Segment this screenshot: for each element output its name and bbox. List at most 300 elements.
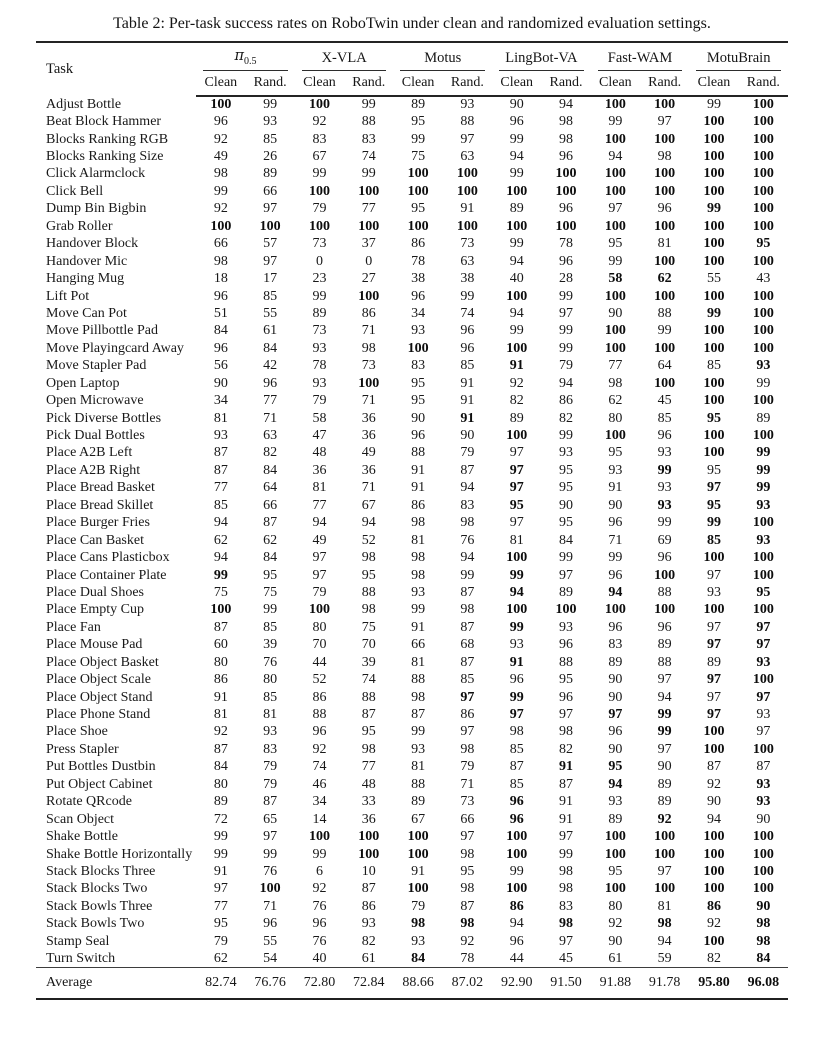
success-rate-cell: 93	[411, 323, 426, 339]
success-rate-cell: 96	[559, 201, 574, 217]
task-row	[36, 654, 788, 671]
success-rate-cell: 100	[210, 218, 232, 234]
success-rate-cell: 94	[509, 584, 524, 600]
success-rate-cell: 66	[411, 637, 426, 653]
task-row	[36, 898, 788, 915]
success-rate-cell: 95	[608, 445, 623, 461]
success-rate-cell: 99	[411, 602, 426, 618]
table-header	[36, 42, 788, 96]
model-name: LingBot-VA	[505, 50, 578, 66]
success-rate-cell: 100	[308, 602, 330, 618]
subcolumn-header: Clean	[196, 71, 245, 96]
success-rate-cell: 87	[706, 759, 721, 775]
success-rate-cell: 97	[312, 567, 327, 583]
success-rate-cell: 89	[608, 654, 623, 670]
task-row	[36, 759, 788, 776]
model-group-header	[393, 42, 492, 71]
success-rate-cell: 93	[756, 776, 771, 792]
success-rate-cell: 97	[559, 305, 574, 321]
success-rate-cell: 97	[509, 445, 524, 461]
task-row	[36, 689, 788, 706]
success-rate-cell: 100	[703, 114, 725, 130]
success-rate-cell: 96	[213, 340, 228, 356]
success-rate-cell: 97	[657, 741, 672, 757]
success-rate-cell: 100	[703, 550, 725, 566]
success-rate-cell: 99	[756, 480, 771, 496]
task-row	[36, 201, 788, 218]
success-rate-cell: 95	[706, 410, 721, 426]
task-row	[36, 811, 788, 828]
success-rate-cell: 49	[312, 532, 327, 548]
success-rate-cell: 86	[706, 898, 721, 914]
success-rate-cell: 85	[263, 288, 278, 304]
task-row	[36, 410, 788, 427]
task-name: Dump Bin Bigbin	[46, 201, 147, 217]
success-rate-cell: 100	[456, 166, 478, 182]
success-rate-cell: 89	[657, 776, 672, 792]
success-rate-cell: 100	[752, 183, 774, 199]
success-rate-cell: 100	[654, 253, 676, 269]
success-rate-cell: 98	[509, 724, 524, 740]
success-rate-cell: 94	[559, 375, 574, 391]
success-rate-cell: 91	[411, 863, 426, 879]
subcolumn-header: Rand.	[640, 71, 689, 96]
success-rate-cell: 100	[752, 602, 774, 618]
task-name: Blocks Ranking Size	[46, 149, 164, 165]
task-row	[36, 445, 788, 462]
success-rate-cell: 97	[460, 724, 475, 740]
success-rate-cell: 99	[263, 602, 278, 618]
success-rate-cell: 99	[509, 619, 524, 635]
success-rate-cell: 97	[756, 637, 771, 653]
success-rate-cell: 99	[312, 166, 327, 182]
success-rate-cell: 79	[460, 759, 475, 775]
success-rate-cell: 97	[460, 829, 475, 845]
success-rate-cell: 61	[263, 323, 278, 339]
success-rate-cell: 91	[608, 480, 623, 496]
success-rate-cell: 100	[654, 288, 676, 304]
model-group-label	[499, 50, 584, 71]
success-rate-cell: 81	[213, 707, 228, 723]
success-rate-cell: 86	[559, 393, 574, 409]
success-rate-cell: 82	[361, 933, 376, 949]
success-rate-cell: 98	[756, 933, 771, 949]
success-rate-cell: 97	[559, 707, 574, 723]
model-group-label	[302, 50, 387, 71]
success-rate-cell: 10	[361, 863, 376, 879]
success-rate-cell: 67	[312, 149, 327, 165]
task-row	[36, 776, 788, 793]
success-rate-cell: 95	[608, 236, 623, 252]
success-rate-cell: 67	[361, 497, 376, 513]
success-rate-cell: 100	[308, 97, 330, 113]
success-rate-cell: 94	[213, 550, 228, 566]
success-rate-cell: 100	[654, 340, 676, 356]
task-row	[36, 706, 788, 723]
success-rate-cell: 100	[752, 201, 774, 217]
subcolumn-header: Rand.	[739, 71, 788, 96]
task-name: Open Microwave	[46, 393, 144, 409]
success-rate-cell: 98	[361, 741, 376, 757]
success-rate-cell: 93	[460, 97, 475, 113]
task-name: Place Mouse Pad	[46, 637, 143, 653]
task-row	[36, 183, 788, 200]
task-name: Pick Diverse Bottles	[46, 410, 162, 426]
success-rate-cell: 97	[263, 829, 278, 845]
success-rate-cell: 92	[706, 916, 721, 932]
task-name: Shake Bottle Horizontally	[46, 846, 193, 862]
success-rate-cell: 100	[407, 829, 429, 845]
success-rate-cell: 96	[509, 672, 524, 688]
success-rate-cell: 75	[263, 584, 278, 600]
success-rate-cell: 88	[361, 689, 376, 705]
success-rate-cell: 100	[407, 183, 429, 199]
success-rate-cell: 100	[506, 183, 528, 199]
success-rate-cell: 100	[604, 288, 626, 304]
success-rate-cell: 56	[213, 358, 228, 374]
task-row	[36, 567, 788, 584]
success-rate-cell: 40	[509, 271, 524, 287]
task-row	[36, 323, 788, 340]
model-group-label	[696, 50, 781, 71]
success-rate-cell: 90	[509, 97, 524, 113]
success-rate-cell: 76	[263, 863, 278, 879]
success-rate-cell: 79	[312, 393, 327, 409]
success-rate-cell: 34	[312, 794, 327, 810]
success-rate-cell: 96	[460, 340, 475, 356]
success-rate-cell: 90	[213, 375, 228, 391]
success-rate-cell: 94	[608, 776, 623, 792]
success-rate-cell: 93	[361, 916, 376, 932]
success-rate-cell: 66	[460, 811, 475, 827]
success-rate-cell: 100	[604, 323, 626, 339]
success-rate-cell: 97	[509, 462, 524, 478]
success-rate-cell: 74	[361, 672, 376, 688]
success-rate-cell: 91	[460, 201, 475, 217]
success-rate-cell: 93	[263, 114, 278, 130]
success-rate-cell: 84	[263, 462, 278, 478]
success-rate-cell: 100	[506, 550, 528, 566]
task-row	[36, 148, 788, 165]
success-rate-cell: 91	[460, 375, 475, 391]
success-rate-cell: 38	[460, 271, 475, 287]
success-rate-cell: 99	[608, 253, 623, 269]
success-rate-cell: 95	[559, 462, 574, 478]
task-name: Place Fan	[46, 619, 101, 635]
task-name: Stack Bowls Three	[46, 898, 153, 914]
success-rate-cell: 100	[210, 97, 232, 113]
success-rate-cell: 73	[460, 794, 475, 810]
success-rate-cell: 100	[703, 323, 725, 339]
success-rate-cell: 100	[407, 881, 429, 897]
success-rate-cell: 90	[756, 811, 771, 827]
success-rate-cell: 96	[608, 619, 623, 635]
success-rate-cell: 91	[460, 393, 475, 409]
success-rate-cell: 49	[213, 149, 228, 165]
model-group-label	[203, 48, 288, 71]
task-row	[36, 515, 788, 532]
success-rate-cell: 82	[706, 950, 721, 966]
success-rate-cell: 93	[756, 654, 771, 670]
success-rate-cell: 89	[312, 305, 327, 321]
success-rate-cell: 97	[460, 131, 475, 147]
success-rate-cell: 81	[411, 759, 426, 775]
task-name: Stack Blocks Two	[46, 881, 148, 897]
success-rate-cell: 100	[752, 515, 774, 531]
success-rate-cell: 48	[312, 445, 327, 461]
success-rate-cell: 89	[411, 97, 426, 113]
success-rate-cell: 99	[411, 724, 426, 740]
success-rate-cell: 17	[263, 271, 278, 287]
success-rate-cell: 95	[559, 672, 574, 688]
success-rate-cell: 94	[361, 515, 376, 531]
success-rate-cell: 89	[706, 654, 721, 670]
success-rate-cell: 62	[213, 950, 228, 966]
success-rate-cell: 100	[358, 846, 380, 862]
success-rate-cell: 86	[460, 707, 475, 723]
success-rate-cell: 95	[706, 462, 721, 478]
task-name: Shake Bottle	[46, 829, 118, 845]
task-row	[36, 828, 788, 845]
success-rate-cell: 52	[312, 672, 327, 688]
success-rate-cell: 66	[213, 236, 228, 252]
success-rate-cell: 85	[460, 358, 475, 374]
success-rate-cell: 77	[312, 497, 327, 513]
success-rate-cell: 100	[456, 183, 478, 199]
success-rate-cell: 87.02	[443, 968, 492, 999]
success-rate-cell: 92	[213, 201, 228, 217]
success-rate-cell: 100	[703, 602, 725, 618]
success-rate-cell: 93	[411, 741, 426, 757]
success-rate-cell: 100	[604, 131, 626, 147]
success-rate-cell: 93	[608, 794, 623, 810]
success-rate-cell: 91	[411, 462, 426, 478]
success-rate-cell: 93	[608, 462, 623, 478]
task-row	[36, 340, 788, 357]
success-rate-cell: 72	[213, 811, 228, 827]
task-name: Place Bread Basket	[46, 480, 155, 496]
success-rate-cell: 96	[608, 567, 623, 583]
success-rate-cell: 92	[706, 776, 721, 792]
success-rate-cell: 99	[559, 550, 574, 566]
success-rate-cell: 100	[555, 218, 577, 234]
success-rate-cell: 95	[706, 497, 721, 513]
success-rate-cell: 81	[657, 236, 672, 252]
success-rate-cell: 95	[411, 114, 426, 130]
success-rate-cell: 85	[460, 672, 475, 688]
success-rate-cell: 97	[657, 863, 672, 879]
success-rate-cell: 23	[312, 271, 327, 287]
success-rate-cell: 84	[263, 340, 278, 356]
model-group-header	[196, 42, 295, 71]
success-rate-cell: 98	[411, 515, 426, 531]
success-rate-cell: 79	[312, 201, 327, 217]
success-rate-cell: 91	[411, 619, 426, 635]
task-name: Place Phone Stand	[46, 707, 151, 723]
success-rate-cell: 99	[509, 131, 524, 147]
success-rate-cell: 87	[460, 654, 475, 670]
success-rate-cell: 92	[312, 881, 327, 897]
success-rate-cell: 71	[608, 532, 623, 548]
task-name: Stack Blocks Three	[46, 863, 156, 879]
model-group-header	[689, 42, 788, 71]
success-rate-cell: 98	[559, 724, 574, 740]
success-rate-cell: 100	[752, 97, 774, 113]
success-rate-cell: 96	[657, 550, 672, 566]
success-rate-cell: 100	[308, 183, 330, 199]
success-rate-cell: 93	[263, 724, 278, 740]
success-rate-cell: 64	[657, 358, 672, 374]
success-rate-cell: 99	[608, 550, 623, 566]
success-rate-cell: 94	[460, 550, 475, 566]
success-rate-cell: 95	[213, 916, 228, 932]
success-rate-cell: 95	[411, 375, 426, 391]
success-rate-cell: 91.88	[591, 968, 640, 999]
success-rate-cell: 68	[460, 637, 475, 653]
task-column-header: Task	[46, 61, 74, 77]
success-rate-cell: 92	[312, 741, 327, 757]
task-name: Move Stapler Pad	[46, 358, 147, 374]
success-rate-cell: 100	[703, 166, 725, 182]
success-rate-cell: 100	[703, 428, 725, 444]
success-rate-cell: 34	[411, 305, 426, 321]
success-rate-cell: 100	[654, 131, 676, 147]
task-row	[36, 375, 788, 392]
task-row	[36, 113, 788, 130]
success-rate-cell: 93	[657, 480, 672, 496]
success-rate-cell: 93	[756, 532, 771, 548]
success-rate-cell: 92	[312, 114, 327, 130]
success-rate-cell: 43	[756, 271, 771, 287]
success-rate-cell: 97	[213, 881, 228, 897]
success-rate-cell: 97	[706, 707, 721, 723]
success-rate-cell: 96	[559, 253, 574, 269]
success-rate-cell: 61	[361, 950, 376, 966]
success-rate-cell: 87	[460, 898, 475, 914]
success-rate-cell: 84	[411, 950, 426, 966]
task-row	[36, 497, 788, 514]
success-rate-cell: 87	[460, 462, 475, 478]
success-rate-cell: 90	[559, 497, 574, 513]
success-rate-cell: 100	[358, 288, 380, 304]
success-rate-cell: 98	[559, 863, 574, 879]
success-rate-cell: 88	[411, 445, 426, 461]
success-rate-cell: 100	[752, 863, 774, 879]
success-rate-cell: 88	[361, 584, 376, 600]
success-rate-cell: 37	[361, 236, 376, 252]
success-rate-cell: 0	[365, 253, 373, 269]
success-rate-cell: 88	[657, 584, 672, 600]
success-rate-cell: 89	[509, 201, 524, 217]
success-rate-cell: 18	[213, 271, 228, 287]
success-rate-cell: 76	[460, 532, 475, 548]
success-rate-cell: 100	[752, 393, 774, 409]
success-rate-cell: 83	[263, 741, 278, 757]
success-rate-cell: 100	[703, 933, 725, 949]
success-rate-cell: 97	[756, 689, 771, 705]
success-rate-cell: 94	[608, 584, 623, 600]
success-rate-cell: 80	[213, 654, 228, 670]
success-rate-cell: 99	[509, 567, 524, 583]
success-rate-cell: 62	[213, 532, 228, 548]
success-rate-cell: 81	[509, 532, 524, 548]
success-rate-cell: 89	[559, 584, 574, 600]
success-rate-cell: 99	[213, 829, 228, 845]
success-rate-cell: 99	[312, 288, 327, 304]
success-rate-cell: 100	[752, 741, 774, 757]
success-rate-cell: 97	[509, 515, 524, 531]
task-name: Put Bottles Dustbin	[46, 759, 156, 775]
success-rate-cell: 71	[263, 898, 278, 914]
task-name: Place Shoe	[46, 724, 108, 740]
success-rate-cell: 98	[756, 916, 771, 932]
model-group-header	[591, 42, 690, 71]
success-rate-cell: 100	[654, 846, 676, 862]
success-rate-cell: 76.76	[246, 968, 295, 999]
success-rate-cell: 83	[559, 898, 574, 914]
task-name: Place Object Basket	[46, 654, 159, 670]
success-rate-cell: 58	[608, 271, 623, 287]
success-rate-cell: 91	[509, 358, 524, 374]
model-name: Fast-WAM	[607, 50, 673, 66]
success-rate-cell: 92	[213, 131, 228, 147]
task-name: Blocks Ranking RGB	[46, 131, 169, 147]
success-rate-cell: 100	[358, 375, 380, 391]
success-rate-cell: 96	[509, 811, 524, 827]
success-rate-cell: 100	[752, 218, 774, 234]
success-rate-cell: 100	[703, 881, 725, 897]
success-rate-cell: 98	[657, 916, 672, 932]
success-rate-cell: 71	[361, 480, 376, 496]
success-rate-cell: 87	[361, 707, 376, 723]
success-rate-cell: 100	[703, 724, 725, 740]
success-rate-cell: 62	[608, 393, 623, 409]
success-rate-cell: 94	[706, 811, 721, 827]
success-rate-cell: 98	[460, 916, 475, 932]
model-name: MotuBrain	[706, 50, 771, 66]
success-rate-cell: 97	[559, 829, 574, 845]
success-rate-cell: 95.80	[689, 968, 738, 999]
success-rate-cell: 90	[411, 410, 426, 426]
success-rate-cell: 98	[213, 253, 228, 269]
success-rate-cell: 100	[308, 218, 330, 234]
success-rate-cell: 89	[509, 410, 524, 426]
success-rate-cell: 100	[555, 602, 577, 618]
success-rate-cell: 95	[460, 863, 475, 879]
success-rate-cell: 100	[358, 183, 380, 199]
success-rate-cell: 100	[703, 375, 725, 391]
success-rate-cell: 100	[604, 846, 626, 862]
success-rate-cell: 79	[559, 358, 574, 374]
success-rate-cell: 84	[213, 759, 228, 775]
success-rate-cell: 96	[411, 288, 426, 304]
success-rate-cell: 73	[312, 236, 327, 252]
success-rate-cell: 100	[654, 375, 676, 391]
success-rate-cell: 87	[213, 741, 228, 757]
success-rate-cell: 78	[312, 358, 327, 374]
success-rate-cell: 100	[506, 881, 528, 897]
task-name: Stack Bowls Two	[46, 916, 145, 932]
success-rate-cell: 40	[312, 950, 327, 966]
success-rate-cell: 83	[361, 131, 376, 147]
subcolumn-header: Clean	[591, 71, 640, 96]
success-rate-cell: 99	[559, 846, 574, 862]
success-rate-cell: 74	[460, 305, 475, 321]
success-rate-cell: 100	[604, 829, 626, 845]
success-rate-cell: 81	[411, 654, 426, 670]
task-name: Place Container Plate	[46, 567, 167, 583]
task-name: Click Bell	[46, 183, 104, 199]
